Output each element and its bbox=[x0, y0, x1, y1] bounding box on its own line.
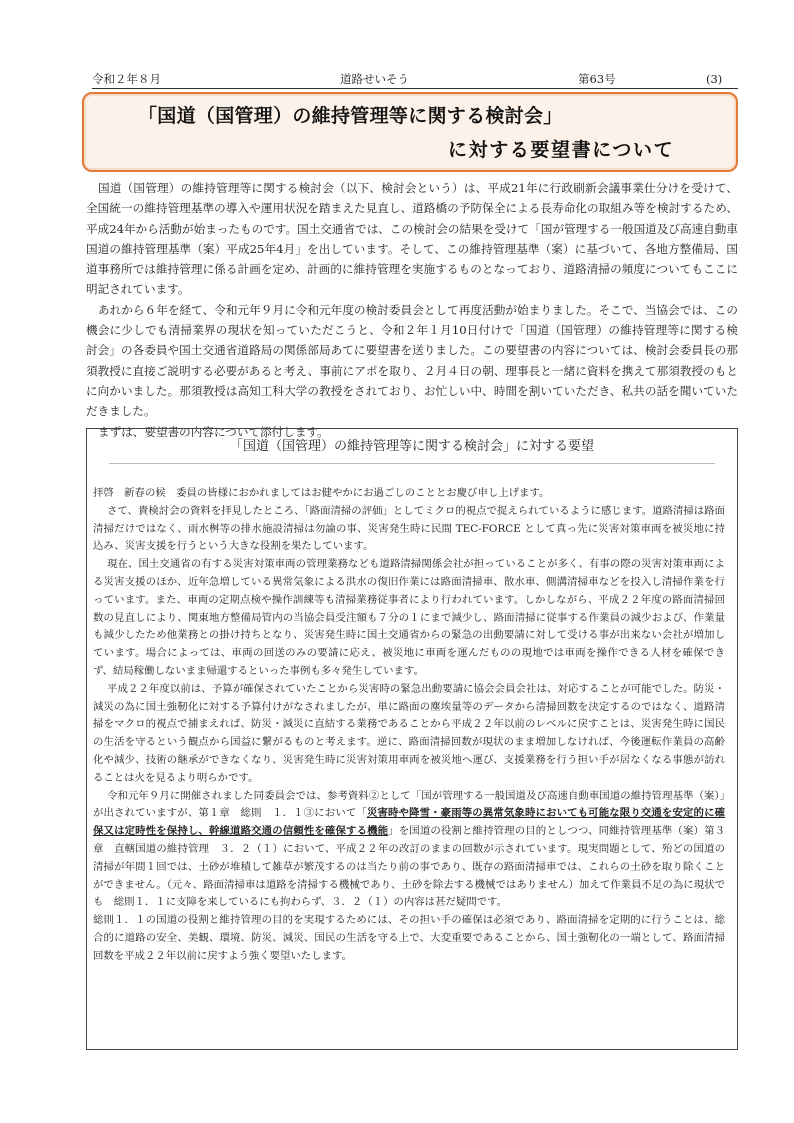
letter-paragraph-5-end: 」を国道の役割と維持管理の目的としつつ、同維持管理基準（案）第３章 直轄国道の維持管理 ３．２（１）において、平成２２年の改訂のままの回数が示されています。現実問題として、殆どの国道の清掃が年間１回では、土砂が堆積して雑草が繁茂するのは当たり前の事であり、既存の路面清掃車では、これらの土砂を取り除くことができません。（元々、路面清掃車は道路を清掃する機械であり、土砂を除去する機械ではありません）加えて作業員不足の為に現状でも 総則１．１に支障を来しているにも拘わらず、３．２（１）の内容は甚だ疑問です。 bbox=[93, 825, 725, 909]
header-newsletter-name: 道路せいそう bbox=[340, 72, 409, 86]
request-letter-title-rule bbox=[109, 463, 715, 464]
letter-greeting: 拝啓 新春の候 委員の皆様におかれましてはお健やかにお過ごしのこととお慶び申し上げます。 bbox=[93, 487, 550, 499]
letter-paragraph-3: 現在、国土交通省の有する災害対策車両の管理業務なども道路清掃関係会社が担っていることが多く、有事の際の災害対策車両による災害支援のほか、近年急増している異常気象による洪水の復旧作業には路面清掃車、散水車、側溝清掃車などを投入し清掃作業を行っています。また、車両の定期点検や操作訓練等も清掃業務従事者により行われています。しかしながら、平成２２年度の路面清掃回数の見直しにより、関東地方整備局管内の当協会員受注額も７分の１にまで減少し、路面清掃に従事する作業員の減少および、作業量も減少したため他業務との掛け持ちとなり、災害発生時に国土交通省からの緊急の出動要請に対して受ける事が出来ない会社が増加しています。場合によっては、車両の回送のみの要請に応え、被災地に車両を運んだものの現地では車両を操作できる人材を確保できず、結局稼働しないまま帰還するといった事例も多々発生しています。 bbox=[93, 558, 725, 677]
article-title-line2: に対する要望書について bbox=[448, 139, 675, 161]
letter-paragraph-2: さて、貴検討会の資料を拝見したところ、「路面清掃の評価」としてミクロ的視点で捉えられているように感じます。道路清掃は路面清掃だけではなく、雨水桝等の排水施設清掃は勿論の事、災害発生時に民間 TEC-FORCE として真っ先に災害対策車両を被災地に持込み、災害支援を行うという大きな役割を果たしています。 bbox=[93, 504, 725, 553]
intro-section bbox=[86, 178, 738, 442]
intro-paragraph-1: 国道（国管理）の維持管理等に関する検討会（以下、検討会という）は、平成21年に行政刷新会議事業仕分けを受けて、全国統一の維持管理基準の導入や運用状況を踏まえた見直し、道路橋の予防保全による長寿命化の取組み等を検討するため、平成24年から活動が始まったものです。国土交通省では、この検討会の結果を受けて「国が管理する一般国道及び高速自動車国道の維持管理基準（案）平成25年4月」を出しています。そして、この維持管理基準（案）に基づいて、各地方整備局、国道事務所では維持管理に係る計画を定め、計画的に維持管理を実施するものとなっており、道路清掃の頻度についてもここに明記されています。 bbox=[86, 181, 738, 297]
letter-paragraph-5 bbox=[93, 788, 725, 913]
intro-paragraph-2: あれから６年を経て、令和元年９月に令和元年度の検討委員会として再度活動が始まりました。そこで、当協会では、この機会に少しでも清掃業界の現状を知っていただこうと、令和２年１月10日付けで「国道（国管理）の維持管理等に関する検討会」の各委員や国土交通省道路局の関係部局あてに要望書を送りました。この要望書の内容については、検討会委員長の那須教授に直接ご説明する必要があると考え、事前にアポを取り、２月４日の朝、理事長と一緒に資料を携えて那須教授のもとに向かいました。那須教授は高知工科大学の教授をされており、お忙しい中、時間を割いていただき、私共の話を聞いていただきました。 bbox=[86, 302, 738, 419]
header-divider bbox=[92, 88, 738, 89]
header-date: 令和２年８月 bbox=[92, 72, 161, 86]
letter-underlined-quote: 災害時や降雪・豪雨等の異常気象時においても可能な限り交通を安定的に確保又は定時性を保持し、幹線道路交通の信頼性を確保する機能 bbox=[93, 807, 726, 838]
letter-paragraph-5-start: 令和元年９月に開催されました同委員会では、参考資料②として「国が管理する一般国道及び高速自動車国道の維持管理基準（案）」が出されていますが、第１章 総則 １．１③において「 bbox=[93, 789, 725, 820]
letter-paragraph-4: 平成２２年度以前は、予算が確保されていたことから災害時の緊急出動要請に協会会員会社は、対応することが可能でした。防災・減災の為に国土強靭化に対する予算付けがなされましたが、単に路面の塵埃量等のデータから清掃回数を決定するのではなく、道路清掃をマクロ的視点で捕まえれば、防災・減災に直結する業務であることから平成２２年以前のレベルに戻すことは、災害発生時に国民の生活を守るという観点から国益に繋がるものと考えます。逆に、路面清掃回数が現状のまま増加しなければ、今後運転作業員の高齢化や減少、技術の継承ができなくなり、災害発生時に災害対策用車両を被災地へ運び、支援業務を行う担い手が居なくなる事態が訪れることは火を見るより明らかです。 bbox=[93, 682, 725, 784]
letter-paragraph-6: 総則１．１の国道の役割と維持管理の目的を実現するためには、その担い手の確保は必須であり、路面清掃を定期的に行うことは、総合的に道路の安全、美観、環境、防災、減災、国民の生活を守る上で、大変重要であることから、国土強靭化の一端として、路面清掃回数を平成２２年以前に戻すよう強く要望いたします。 bbox=[93, 914, 725, 962]
header-issue-number: 第63号 bbox=[578, 72, 616, 86]
article-title-line1: 「国道（国管理）の維持管理等に関する検討会」 bbox=[138, 105, 563, 127]
request-letter-title: 「国道（国管理）の維持管理等に関する検討会」に対する要望 bbox=[229, 439, 594, 454]
intro-paragraph-3: まずは、要望書の内容について添付します。 bbox=[98, 424, 329, 439]
article-title-box bbox=[82, 92, 738, 172]
header-page-number: (3) bbox=[706, 72, 723, 86]
request-letter-body bbox=[93, 485, 725, 966]
request-letter-box bbox=[86, 428, 738, 1050]
